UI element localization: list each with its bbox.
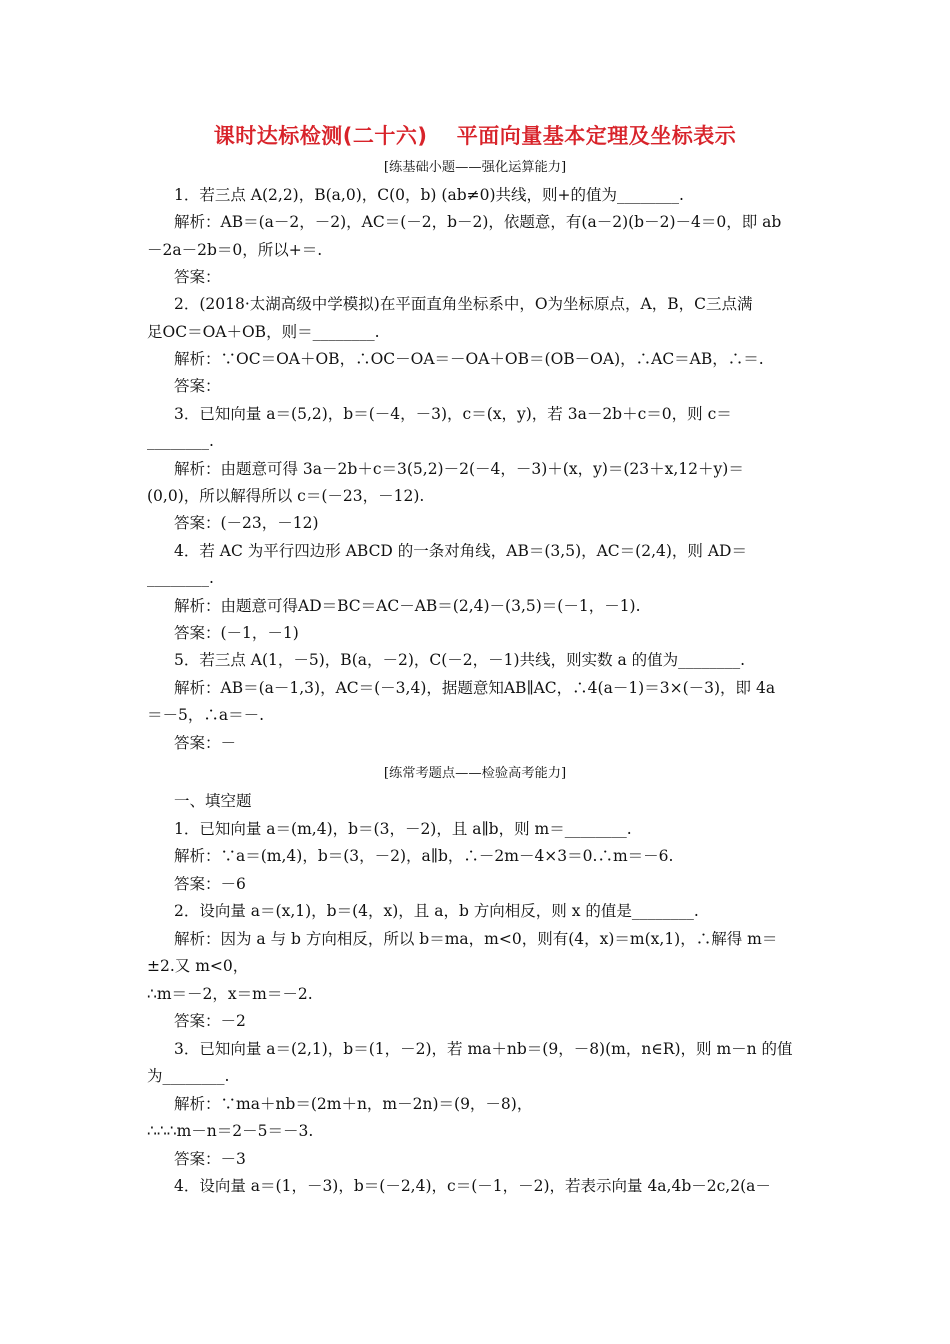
solution-3: 解析：由题意可得 3a－2b＋c＝3(5,2)－2(－4，－3)＋(x，y)＝(23＋x,12＋y)＝ <box>174 460 744 478</box>
question-2: 2．(2018·太湖高级中学模拟)在平面直角坐标系中，O为坐标原点，A，B，C三点满 <box>174 295 753 313</box>
solution-4: 解析：由题意可得AD＝BC＝AC－AB＝(2,4)－(3,5)＝(－1，－1). <box>174 597 641 615</box>
part-heading-fill-in: 一、填空题 <box>174 792 252 810</box>
solution-1: 解析：AB＝(a－2，－2)，AC＝(－2，b－2)，依题意，有(a－2)(b－2)－4＝0，即 ab <box>174 213 782 231</box>
exam-question-1: 1．已知向量 a＝(m,4)，b＝(3，－2)，且 a∥b，则 m＝________. <box>174 820 632 838</box>
answer-5: 答案：－ <box>174 734 237 752</box>
question-3: 3．已知向量 a＝(5,2)，b＝(－4，－3)，c＝(x，y)，若 3a－2b＋c＝0，则 c＝ <box>174 405 732 423</box>
question-3-cont: ________. <box>147 432 214 450</box>
section-heading-basic: [练基础小题——强化运算能力] <box>383 160 567 175</box>
question-5: 5．若三点 A(1，－5)，B(a，－2)，C(－2，－1)共线，则实数 a 的值为________. <box>174 651 746 669</box>
solution-5-cont: ＝－5，∴a＝－. <box>147 706 265 724</box>
exam-answer-2: 答案：－2 <box>174 1012 246 1030</box>
exam-solution-2: 解析：因为 a 与 b 方向相反，所以 b＝ma，m<0，则有(4，x)＝m(x,1)，∴解得 m＝ <box>174 930 778 948</box>
solution-5: 解析：AB＝(a－1,3)，AC＝(－3,4)，据题意知AB∥AC，∴4(a－1)＝3×(－3)，即 4a <box>174 679 776 697</box>
solution-1-cont: －2a－2b＝0，所以+＝. <box>147 241 323 259</box>
exam-solution-3-cont: ∴∴∴m－n＝2－5＝－3. <box>147 1122 314 1140</box>
section-heading-exam: [练常考题点——检验高考能力] <box>383 766 567 781</box>
exam-answer-1: 答案：－6 <box>174 875 246 893</box>
solution-2: 解析：∵OC＝OA＋OB，∴OC－OA＝－OA＋OB＝(OB－OA)，∴AC＝AB，∴＝. <box>174 350 764 368</box>
exam-question-3-cont: 为________. <box>147 1067 230 1085</box>
exam-question-2: 2．设向量 a＝(x,1)，b＝(4，x)，且 a，b 方向相反，则 x 的值是________. <box>174 902 699 920</box>
answer-1: 答案： <box>174 268 221 286</box>
question-2-cont: 足OC＝OA＋OB，则＝________. <box>147 323 380 341</box>
exam-question-3: 3．已知向量 a＝(2,1)，b＝(1，－2)，若 ma＋nb＝(9，－8)(m，n∈R)，则 m－n 的值 <box>174 1040 793 1058</box>
question-1: 1．若三点 A(2,2)，B(a,0)，C(0，b) (ab≠0)共线，则+的值为________. <box>174 186 684 204</box>
exam-solution-3: 解析：∵ma＋nb＝(2m＋n，m－2n)＝(9，－8)， <box>174 1095 533 1113</box>
exam-question-4: 4．设向量 a＝(1，－3)，b＝(－2,4)，c＝(－1，－2)，若表示向量 4a,4b－2c,2(a－ <box>174 1177 771 1195</box>
exam-solution-2-cont: ±2.又 m<0， <box>147 957 249 975</box>
solution-3-cont: (0,0)，所以解得所以 c＝(－23，－12). <box>147 487 425 505</box>
exam-solution-1: 解析：∵a＝(m,4)，b＝(3，－2)，a∥b，∴－2m－4×3＝0.∴m＝－6. <box>174 847 674 865</box>
answer-2: 答案： <box>174 377 221 395</box>
answer-4: 答案：(－1，－1) <box>174 624 299 642</box>
answer-3: 答案：(－23，－12) <box>174 514 319 532</box>
exam-answer-3: 答案：－3 <box>174 1150 246 1168</box>
exam-solution-2-cont2: ∴m＝－2，x＝m＝－2. <box>147 985 313 1003</box>
page-title: 课时达标检测(二十六) 平面向量基本定理及坐标表示 <box>213 124 737 148</box>
question-4-cont: ________. <box>147 569 214 587</box>
question-4: 4．若 AC 为平行四边形 ABCD 的一条对角线，AB＝(3,5)，AC＝(2,4)，则 AD＝ <box>174 542 747 560</box>
